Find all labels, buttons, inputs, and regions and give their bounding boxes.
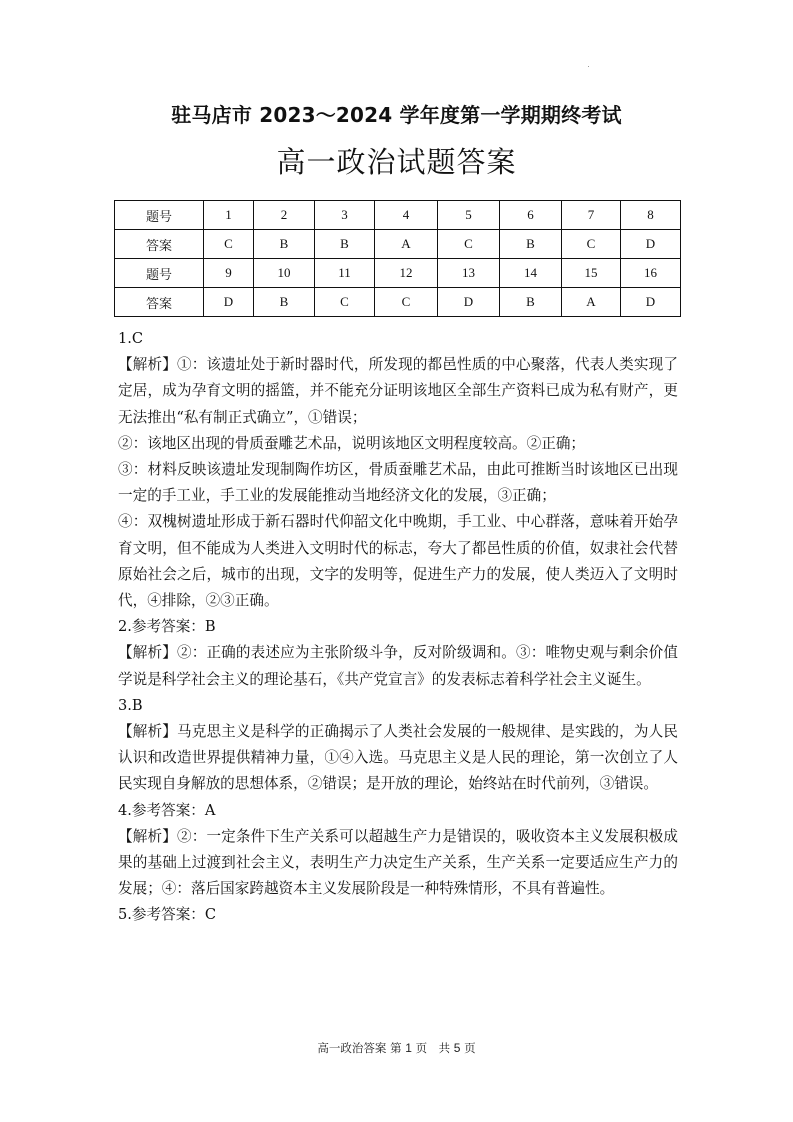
table-cell: 7 [562, 201, 621, 230]
table-cell: 16 [621, 259, 681, 288]
table-cell: C [438, 230, 500, 259]
table-cell: 8 [621, 201, 681, 230]
table-cell: A [375, 230, 438, 259]
table-cell: C [315, 288, 375, 317]
footer-middle: 页 共 [415, 1041, 451, 1055]
paragraph: 5.参考答案：C [118, 906, 217, 924]
answer-table [114, 200, 681, 317]
exam-title: 驻马店市 2023～2024 学年度第一学期期终考试 [171, 103, 622, 127]
table-cell: 9 [204, 259, 254, 288]
table-cell: C [204, 230, 254, 259]
table-cell: C [375, 288, 438, 317]
paragraph: 【解析】②：一定条件下生产关系可以超越生产力是错误的，吸收资本主义发展积极成果的基础上过渡到社会主义，表明生产力决定生产关系，生产关系一定要适应生产力的发展；④：落后国家跨越资本主义发展阶段是一种特殊情形，不具有普遍性。 [118, 827, 678, 898]
table-cell: 5 [438, 201, 500, 230]
table-cell: D [621, 230, 681, 259]
table-cell: 10 [254, 259, 315, 288]
table-row [115, 259, 681, 288]
explanations [118, 326, 678, 929]
table-cell: B [254, 230, 315, 259]
table-cell: A [562, 288, 621, 317]
row-header-cell: 答案 [115, 288, 204, 317]
table-cell: B [315, 230, 375, 259]
footer-suffix: 页 [464, 1041, 476, 1055]
paragraph: ②：该地区出现的骨质蚕雕艺术品，说明该地区文明程度较高。②正确； [118, 434, 586, 452]
table-cell: 15 [562, 259, 621, 288]
table-cell: B [500, 288, 562, 317]
paragraph: 【解析】①：该遗址处于新时器时代，所发现的都邑性质的中心聚落，代表人类实现了定居，成为孕育文明的摇篮，并不能充分证明该地区全部生产资料已成为私有财产，更无法推出“私有制正式确立”，①错误； [118, 356, 678, 426]
row-header-cell: 答案 [115, 230, 204, 259]
paragraph: 【解析】马克思主义是科学的正确揭示了人类社会发展的一般规律、是实践的，为人民认识和改造世界提供精神力量，①④入选。马克思主义是人民的理论，第一次创立了人民实现自身解放的思想体系，②错误；是开放的理论，始终站在时代前列，③错误。 [118, 723, 678, 793]
footer-total-pages: 5 [453, 1041, 461, 1055]
table-cell: C [562, 230, 621, 259]
table-cell: 12 [375, 259, 438, 288]
footer-prefix: 高一政治答案 第 [317, 1041, 402, 1055]
table-cell: D [204, 288, 254, 317]
table-cell: D [438, 288, 500, 317]
table-row [115, 288, 681, 317]
table-cell: 11 [315, 259, 375, 288]
table-cell: 6 [500, 201, 562, 230]
paragraph: 2.参考答案：B [118, 618, 216, 636]
table-cell: D [621, 288, 681, 317]
table-row [115, 201, 681, 230]
table-cell: 4 [375, 201, 438, 230]
table-cell: 14 [500, 259, 562, 288]
footer-page-number: 1 [405, 1041, 412, 1055]
row-header-cell: 题号 [115, 201, 204, 230]
table-cell: B [254, 288, 315, 317]
paragraph: ④：双槐树遗址形成于新石器时代仰韶文化中晚期，手工业、中心群落，意味着开始孕育文明，但不能成为人类进入文明时代的标志，夸大了都邑性质的价值，奴隶社会代替原始社会之后，城市的出现，文字的发明等，促进生产力的发展，使人类迈入了文明时代，④排除，②③正确。 [118, 513, 678, 610]
paragraph: ③：材料反映该遗址发现制陶作坊区，骨质蚕雕艺术品，由此可推断当时该地区已出现一定的手工业，手工业的发展能推动当地经济文化的发展，③正确； [118, 461, 678, 505]
scan-speck [588, 66, 589, 67]
table-cell: 13 [438, 259, 500, 288]
table-row [115, 230, 681, 259]
table-cell: 1 [204, 201, 254, 230]
paragraph: 4.参考答案：A [118, 801, 216, 819]
paragraph: 1.C [118, 330, 144, 347]
page-title: 高一政治试题答案 [276, 145, 517, 179]
table-cell: 2 [254, 201, 315, 230]
page-footer [0, 1040, 793, 1056]
table-cell: 3 [315, 201, 375, 230]
row-header-cell: 题号 [115, 259, 204, 288]
paragraph: 3.B [118, 696, 143, 714]
paragraph: 【解析】②：正确的表述应为主张阶级斗争，反对阶级调和。③：唯物史观与剩余价值学说是科学社会主义的理论基石，《共产党宣言》的发表标志着科学社会主义诞生。 [118, 644, 678, 688]
table-cell: B [500, 230, 562, 259]
